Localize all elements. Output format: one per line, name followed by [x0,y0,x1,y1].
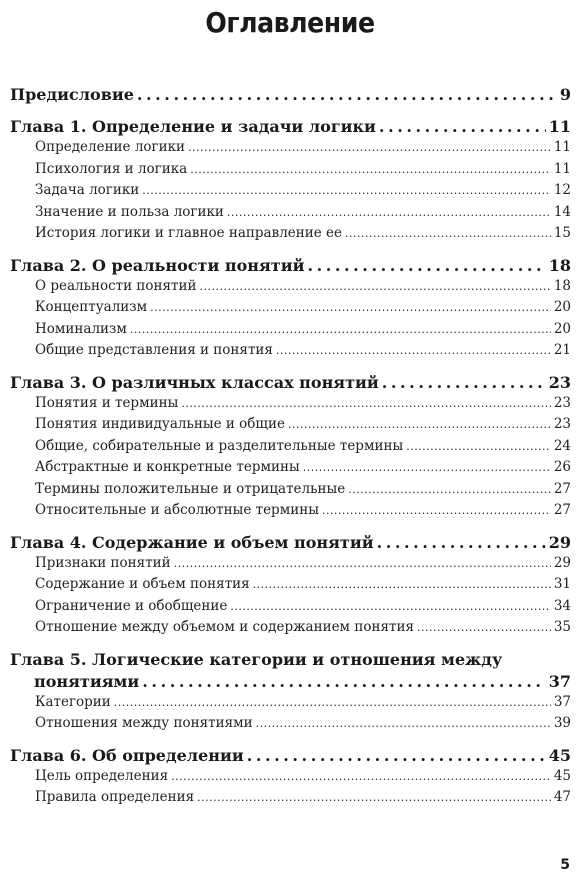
toc-entry-title: Значение и польза логики [35,203,224,220]
dot-leader [379,117,546,136]
toc-entry-title: Абстрактные и конкретные термины [35,459,300,475]
toc-entry-title: Общие представления и понятия [35,342,273,358]
toc-entry-page: 31 [553,576,571,592]
toc-entry-page: 18 [548,255,571,275]
toc-entry-page: 35 [553,619,571,635]
dot-leader [174,557,551,570]
toc-entry-page: 26 [553,459,571,475]
toc-entry-title-continuation: понятиями [34,671,140,691]
dot-leader [181,397,550,410]
toc-entry-title: Понятия и термины [35,394,179,411]
toc-chapter-heading-continuation [10,672,571,691]
dot-leader [190,163,551,176]
toc-section[interactable] [10,694,571,716]
toc-entry-title: Определение логики [35,139,186,155]
toc-entry-page: 47 [553,789,571,805]
page-number: 5 [560,857,570,873]
chapter-block [10,746,571,811]
toc-entry-page: 12 [553,182,571,198]
toc-section[interactable] [10,139,571,161]
toc-entry-page: 29 [548,532,571,552]
dot-leader [130,323,551,336]
toc-entry-page: 45 [548,745,571,765]
toc-section[interactable] [10,481,571,503]
toc-section[interactable] [10,278,571,300]
toc-entry-title: Относительные и абсолютные термины [35,502,319,518]
toc-entry-page: 37 [553,693,571,710]
toc-section[interactable] [10,225,571,247]
toc-section[interactable] [10,768,571,790]
toc-entry-preface[interactable] [10,85,571,107]
toc-chapter-heading[interactable] [10,256,571,278]
toc-section[interactable] [10,598,571,620]
table-of-contents [10,85,571,820]
toc-entry-title: Задача логики [35,182,140,198]
dot-leader [171,770,551,783]
toc-section[interactable] [10,416,571,438]
chapter-block [10,256,571,364]
toc-section[interactable] [10,576,571,598]
toc-entry-page: 27 [553,502,571,518]
toc-entry-page: 37 [548,671,571,691]
toc-entry-title: Термины положительные и отрицательные [35,480,346,497]
dot-leader [377,533,546,552]
toc-section[interactable] [10,459,571,481]
toc-entry-title: Номинализм [35,320,127,337]
toc-entry-page: 34 [553,597,571,614]
toc-section[interactable] [10,299,571,321]
dot-leader [137,85,557,104]
page-title: Оглавление [205,6,375,39]
toc-chapter-heading[interactable] [10,117,571,139]
toc-entry-page: 39 [553,715,571,731]
dot-leader [382,373,546,392]
dot-leader [230,600,550,613]
toc-entry-title: Предисловие [10,85,134,104]
dot-leader [142,184,551,197]
toc-entry-title: Общие, собирательные и разделительные термины [35,437,404,454]
toc-entry-page: 11 [553,160,571,177]
dot-leader [345,227,551,240]
dot-leader [288,418,551,431]
chapter-block [10,373,571,524]
toc-entry-title: Цель определения [35,767,169,784]
toc-entry-title: История логики и главное направление ее [35,225,343,241]
toc-section[interactable] [10,204,571,226]
toc-section[interactable] [10,182,571,204]
dot-leader [253,578,551,591]
toc-entry-title: Глава 2. О реальности понятий [10,255,305,275]
toc-entry-page: 29 [553,554,571,571]
chapter-block [10,117,571,247]
toc-section[interactable] [10,619,571,641]
toc-section[interactable] [10,502,571,524]
toc-chapter-heading[interactable] [10,650,571,694]
dot-leader [256,717,551,730]
toc-section[interactable] [10,715,571,737]
dot-leader [200,280,551,293]
toc-entry-title: Содержание и объем понятия [35,576,250,592]
toc-section[interactable] [10,438,571,460]
dot-leader [276,344,551,357]
toc-entry-title: О реальности понятий [35,277,197,294]
dot-leader [150,301,551,314]
dot-leader [188,141,551,154]
toc-section[interactable] [10,395,571,417]
toc-entry-page: 20 [553,299,571,315]
toc-entry-title: Глава 6. Об определении [10,745,244,765]
toc-entry-title: Отношение между объемом и содержанием понятия [35,619,414,635]
dot-leader [227,206,551,219]
toc-entry-title: Глава 3. О различных классах понятий [10,372,379,392]
toc-chapter-heading[interactable] [10,746,571,768]
toc-entry-page: 18 [553,277,571,294]
toc-entry-title: Психология и логика [35,160,188,177]
toc-entry-title: Глава 5. Логические категории и отношения между [10,649,503,669]
toc-entry-page: 24 [553,437,571,454]
toc-entry-page: 27 [553,480,571,497]
toc-entry-title: Признаки понятий [35,554,171,571]
toc-entry-page: 45 [553,767,571,784]
toc-chapter-heading[interactable] [10,533,571,555]
dot-leader [322,504,551,517]
toc-entry-title: Глава 4. Содержание и объем понятий [10,532,374,552]
dot-leader [247,746,546,765]
dot-leader [417,621,551,634]
toc-section[interactable] [10,161,571,183]
toc-entry-page: 20 [553,320,571,337]
dot-leader [114,696,551,709]
dot-leader [406,440,551,453]
toc-section[interactable] [10,321,571,343]
toc-entry-title: Ограничение и обобщение [35,597,228,614]
toc-entry-page: 15 [553,225,571,241]
dot-leader [142,672,545,691]
toc-entry-page: 14 [553,203,571,220]
toc-entry-page: 23 [553,416,571,432]
toc-section[interactable] [10,342,571,364]
toc-entry-page: 21 [553,342,571,358]
toc-section[interactable] [10,555,571,577]
dot-leader [307,256,545,275]
dot-leader [348,483,551,496]
toc-entry-page: 9 [559,85,571,104]
toc-entry-page: 11 [548,117,571,136]
chapter-block [10,650,571,737]
toc-entry-title: Отношения между понятиями [35,715,253,731]
chapter-block [10,533,571,641]
dot-leader [303,461,551,474]
toc-entry-title: Категории [35,693,111,710]
toc-entry-title: Понятия индивидуальные и общие [35,416,285,432]
toc-entry-title: Глава 1. Определение и задачи логики [10,117,376,136]
toc-entry-page: 11 [553,139,571,155]
toc-entry-title: Правила определения [35,789,195,805]
toc-entry-page: 23 [553,394,571,411]
toc-section[interactable] [10,789,571,811]
toc-entry-page: 23 [548,372,571,392]
toc-entry-title: Концептуализм [35,299,148,315]
toc-chapter-heading[interactable] [10,373,571,395]
dot-leader [197,791,551,804]
